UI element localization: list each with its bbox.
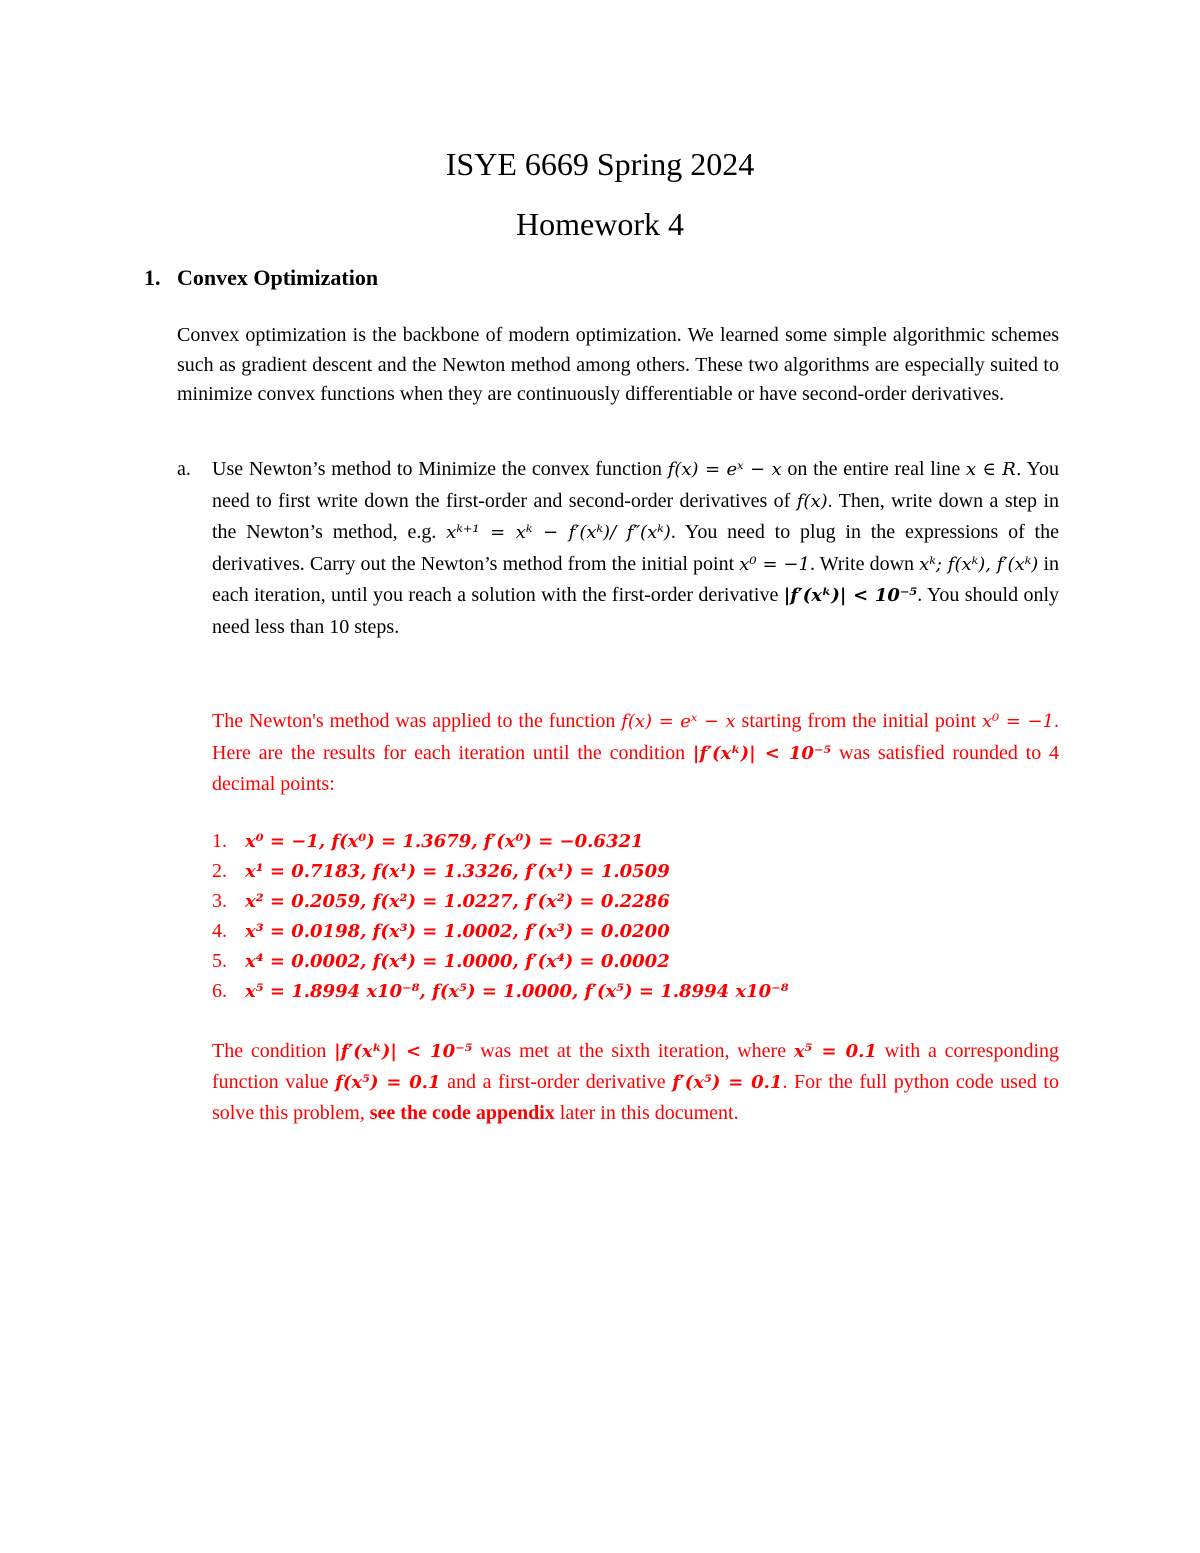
question-text-part: . You should only need less than 10 steps. [212,584,1059,638]
iteration-values: x⁵ = 1.8994 x10⁻⁸, f(x⁵) = 1.0000, f′(x⁵) = 1.8994 x10⁻⁸ [245,981,789,1002]
iteration-item [212,976,1059,1006]
math-fx: f(x) [796,490,828,512]
iteration-item [212,826,1059,856]
question-text-part: . Write down [809,552,920,575]
question-text-part: on the entire real line [781,458,966,480]
question-text-part: . Then, write down a step in the Newton’s method, e.g. [212,489,1060,543]
conclusion-text-part: later in this document. [554,1102,739,1124]
iteration-values: x¹ = 0.7183, f(x¹) = 1.3326, f′(x¹) = 1.0509 [245,861,670,882]
iteration-values: x² = 0.2059, f(x²) = 1.0227, f′(x²) = 0.2286 [245,891,670,912]
question-text-part: in each iteration, until you reach a solution with the first-order derivative [212,552,1059,606]
conclusion-text-part: The condition [212,1040,335,1062]
answer-conclusion [212,1036,1059,1128]
question-text-part: You need to first write down the first-order and second-order derivatives of [212,458,1059,512]
iteration-values: x⁰ = −1, f(x⁰) = 1.3679, f′(x⁰) = −0.6321 [245,831,644,852]
iteration-list [212,826,1059,1006]
section-number: 1. [144,265,161,290]
answer-text-part: The Newton's method was applied to the function [212,710,622,732]
iteration-item [212,856,1059,886]
course-title: ISYE 6669 Spring 2024 [445,146,755,182]
math-function: f(x) = eˣ − x [667,459,782,480]
answer-intro [212,706,1059,800]
answer-text-part: starting from the initial point [735,710,982,732]
math-initial-point: x⁰ = −1 [981,711,1054,732]
answer-text-part: was satisfied rounded to 4 decimal points: [212,741,1059,795]
conclusion-text-part: . For the full python code used to solve this problem, [212,1071,1059,1124]
iteration-number: 2. [212,860,227,882]
math-stop-condition: |f′(xᵏ)| < 10⁻⁵ [692,742,832,764]
math-stop-condition: |f′(xᵏ)| < 10⁻⁵ [334,1041,473,1062]
conclusion-text-part: with a corresponding function value [212,1040,1060,1093]
math-newton-step: xᵏ⁺¹ = xᵏ − f′(xᵏ)/ f″(xᵏ) [446,522,671,543]
code-appendix-reference: see the code appendix [369,1102,555,1124]
homework-title: Homework 4 [516,206,684,242]
iteration-item [212,886,1059,916]
math-dfx5: f′(x⁵) = 0.1 [672,1072,783,1093]
conclusion-text-part: and a first-order derivative [440,1071,673,1093]
iteration-item [212,946,1059,976]
iteration-number: 5. [212,950,227,972]
math-x5: x⁵ = 0.1 [793,1041,877,1062]
iteration-values: x³ = 0.0198, f(x³) = 1.0002, f′(x³) = 0.0200 [245,921,670,942]
math-fx5: f(x⁵) = 0.1 [335,1072,441,1093]
answer-text-part: . Here are the results for each iteration until the condition [212,710,1059,764]
section-title: Convex Optimization [177,265,379,290]
question-letter: a. [177,458,191,480]
math-initial-point: x⁰ = −1 [739,553,810,575]
section-intro: Convex optimization is the backbone of modern optimization. We learned some simple algorithmic schemes such as gradient descent and the Newton method among others. These two algorithms are especially suited to minimize convex functions when they are continuously differentiable or have second-order derivatives. [177,324,1059,405]
math-record: xᵏ; f(xᵏ), f′(xᵏ) [919,553,1039,575]
question-text-part: . You need to plug in the expressions of the derivatives. Carry out the Newton’s method from the initial point [212,521,1059,575]
math-domain: x ∈ R. [965,459,1022,480]
math-function: f(x) = eˣ − x [621,711,736,732]
iteration-item [212,916,1059,946]
section-heading [144,263,378,293]
iteration-number: 3. [212,890,227,912]
conclusion-text-part: was met at the sixth iteration, where [472,1040,794,1062]
iteration-values: x⁴ = 0.0002, f(x⁴) = 1.0000, f′(x⁴) = 0.0002 [245,951,670,972]
iteration-number: 4. [212,920,227,942]
iteration-number: 6. [212,980,227,1002]
iteration-number: 1. [212,830,227,852]
math-stop-condition: |f′(xᵏ)| < 10⁻⁵ [783,585,918,606]
question-a [177,454,1059,642]
question-text-part: Use Newton’s method to Minimize the convex function [212,458,668,480]
question-a-text [212,454,1059,642]
